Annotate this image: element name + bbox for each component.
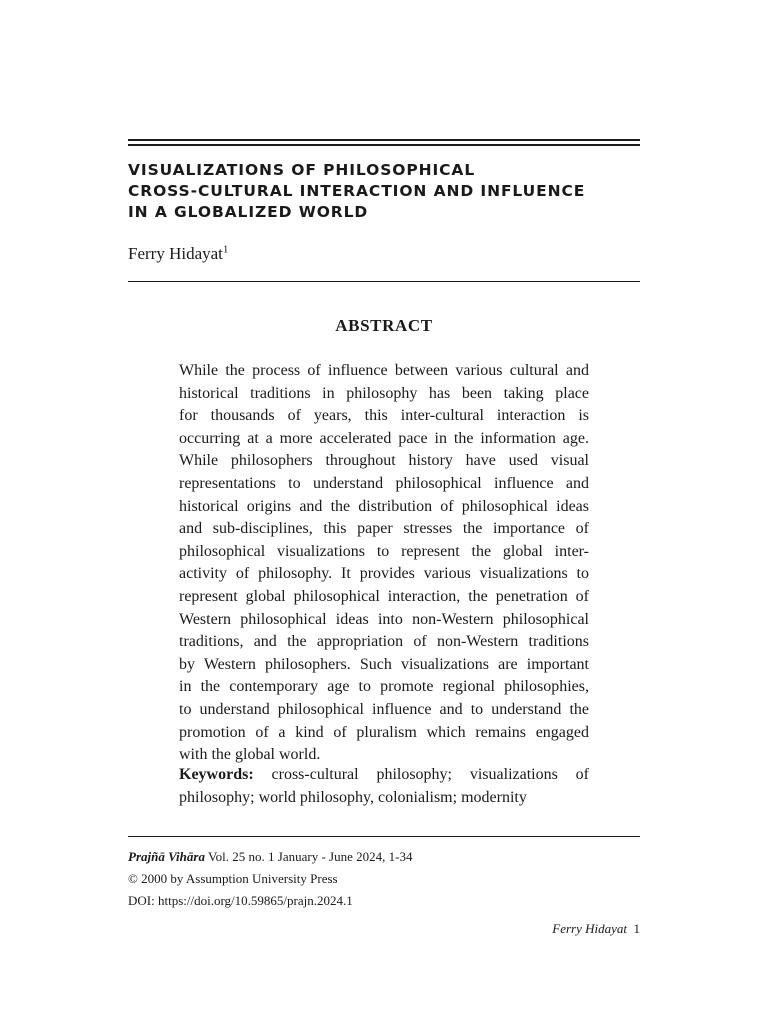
abstract-heading: ABSTRACT [335, 316, 433, 335]
abstract-line: for thousands of years, this inter-cultural interaction is [179, 407, 589, 425]
footnote-divider [128, 836, 640, 837]
journal-issue: Vol. 25 no. 1 January - June 2024, 1-34 [207, 849, 413, 864]
title-line-2: CROSS-CULTURAL INTERACTION AND INFLUENCE [128, 182, 586, 200]
page-number: 1 [633, 921, 640, 936]
abstract-line: traditions, and the appropriation of non-Western traditions [179, 633, 589, 651]
abstract-line: represent global philosophical interaction, the penetration of [179, 587, 589, 605]
journal-line [128, 846, 648, 868]
abstract-line: historical traditions in philosophy has been taking place [179, 384, 589, 402]
author-line [128, 244, 228, 264]
abstract-body [179, 360, 589, 767]
publication-info [128, 846, 648, 912]
author-divider [128, 281, 640, 282]
abstract-line: with the global world. [179, 746, 321, 764]
abstract-line: in the contemporary age to promote regional philosophies, [179, 678, 589, 696]
abstract-line: representations to understand philosophical influence and [179, 474, 589, 492]
abstract-line: activity of philosophy. It provides various visualizations to [179, 565, 589, 583]
keywords [179, 764, 589, 809]
abstract-line: historical origins and the distribution of philosophical ideas [179, 497, 589, 515]
author-name: Ferry Hidayat [128, 244, 223, 263]
abstract-line: Western philosophical ideas into non-Western philosophical [179, 610, 589, 628]
title-line-1: VISUALIZATIONS OF PHILOSOPHICAL [128, 161, 476, 179]
copyright-line: © 2000 by Assumption University Press [128, 871, 338, 886]
abstract-line: promotion of a kind of pluralism which remains engaged [179, 723, 589, 741]
paper-title [128, 160, 648, 223]
keywords-line-1 [179, 764, 589, 787]
top-double-rule [128, 139, 640, 146]
page-footer [552, 921, 640, 937]
keywords-line-2: philosophy; world philosophy, colonialism; modernity [179, 788, 527, 806]
abstract-line: and sub-disciplines, this paper stresses the importance of [179, 520, 589, 538]
abstract-line: occurring at a more accelerated pace in the information age. [179, 429, 589, 447]
journal-name: Prajñā Vihāra [128, 849, 205, 864]
doi-line: DOI: https://doi.org/10.59865/prajn.2024.1 [128, 893, 353, 908]
title-line-3: IN A GLOBALIZED WORLD [128, 203, 369, 221]
abstract-line: While philosophers throughout history have used visual [179, 452, 589, 470]
abstract-line: While the process of influence between various cultural and [179, 362, 589, 379]
abstract-line: to understand philosophical influence and to understand the [179, 700, 589, 718]
keywords-text-1: cross-cultural philosophy; visualizations of [271, 766, 590, 783]
author-footnote-mark: 1 [222, 243, 229, 256]
keywords-label: Keywords: [179, 766, 254, 783]
footer-author: Ferry Hidayat [552, 921, 627, 936]
abstract-line: by Western philosophers. Such visualizations are important [179, 655, 589, 673]
abstract-line: philosophical visualizations to represent the global inter- [179, 542, 589, 560]
